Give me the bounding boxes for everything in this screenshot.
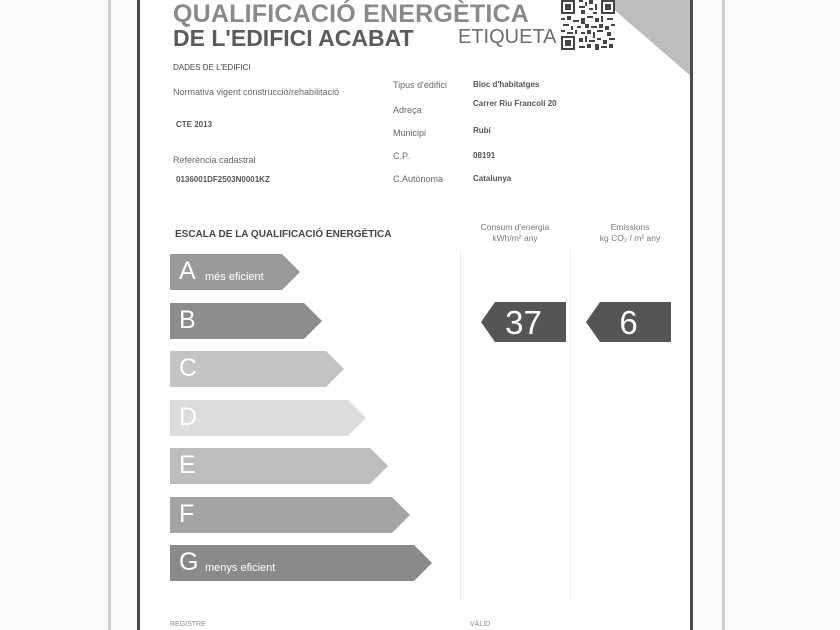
qr-code-icon	[561, 0, 615, 50]
rating-letter: C	[179, 354, 198, 382]
rating-letter: F	[179, 499, 195, 528]
rating-note: menys eficient	[205, 562, 276, 574]
emissions-value: 6	[619, 304, 638, 341]
rating-arrow-c	[170, 351, 346, 387]
regulation-value: CTE 2013	[176, 120, 213, 129]
grid-divider	[570, 250, 571, 600]
field-value: Catalunya	[473, 174, 512, 183]
rating-letter: G	[179, 548, 199, 576]
field-value: Carrer Riu Francolí 20	[473, 99, 557, 108]
emissions-badge	[586, 302, 671, 342]
rating-arrow-f	[170, 497, 412, 533]
rating-arrow-g	[170, 545, 434, 581]
rating-arrow-d	[170, 400, 368, 436]
field-label: Municipi	[393, 128, 427, 138]
scan-edge-right	[722, 0, 725, 630]
consumption-header: Consum d'energia kWh/m² any	[480, 222, 550, 243]
rating-letter: E	[179, 451, 196, 479]
emissions-header: Emissions kg CO₂ / m² any	[599, 222, 661, 243]
field-value: Rubí	[473, 126, 491, 135]
consumption-badge	[481, 302, 566, 342]
consumption-value: 37	[505, 304, 542, 341]
energy-label-sheet	[137, 0, 693, 630]
field-label: Adreça	[393, 105, 422, 115]
rating-arrow-b	[170, 303, 324, 339]
title-line-2: DE L'EDIFICI ACABAT	[173, 25, 414, 51]
field-label: C.Autònoma	[393, 174, 444, 184]
scale-title: ESCALA DE LA QUALIFICACIÓ ENERGÈTICA	[175, 229, 392, 240]
rating-note: més eficient	[205, 271, 264, 283]
rating-arrow-a	[170, 254, 302, 290]
rating-letter: B	[179, 305, 196, 334]
field-value: 08191	[473, 151, 496, 160]
regulation-label: Normativa vigent construcció/rehabilitació	[173, 87, 340, 97]
field-label: C.P.	[393, 151, 410, 161]
cadastral-value: 0136001DF2503N0001KZ	[176, 175, 270, 184]
cadastral-label: Referència cadastral	[173, 155, 256, 165]
field-value: Bloc d'habitatges	[473, 80, 540, 89]
scan-edge-left	[108, 0, 111, 630]
building-data-title: DADES DE L'EDIFICI	[173, 63, 251, 72]
corner-fold	[603, 0, 693, 78]
footer-right: VÀLID	[470, 621, 491, 628]
rating-arrow-e	[170, 448, 390, 484]
rating-letter: D	[179, 402, 198, 431]
field-label: Tipus d'edifici	[393, 80, 447, 90]
rating-letter: A	[179, 257, 196, 285]
etiqueta-label: ETIQUETA	[458, 26, 557, 48]
grid-divider	[460, 250, 461, 600]
title-line-1: QUALIFICACIÓ ENERGÈTICA	[173, 0, 529, 28]
footer-left: REGISTRE	[170, 621, 206, 628]
